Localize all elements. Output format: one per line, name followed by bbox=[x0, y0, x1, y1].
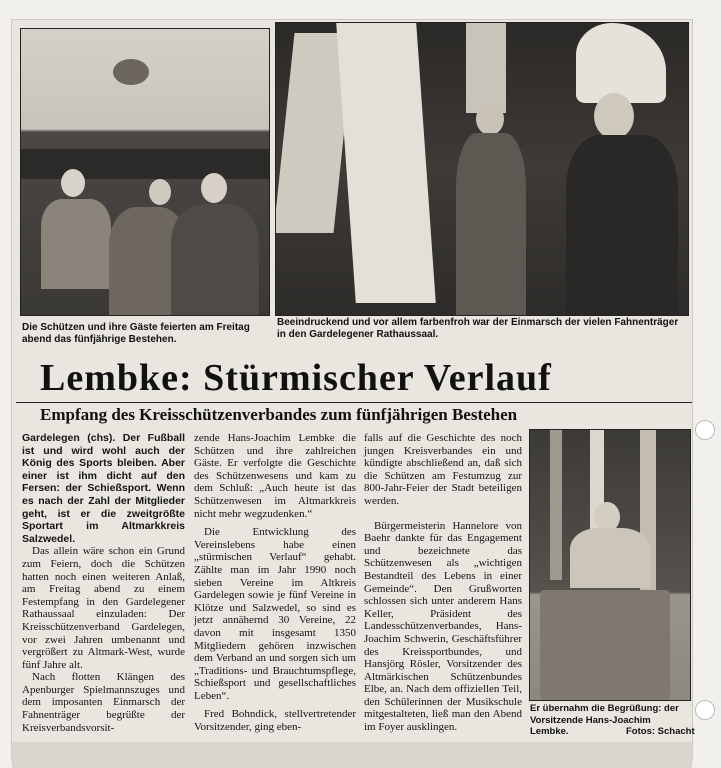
caption-photo2: Beeindruckend und vor allem farbenfroh war der Einmarsch der vielen Fahnenträger in den Gardelegener Rathaussaal. bbox=[277, 317, 679, 340]
binder-hole bbox=[695, 700, 715, 720]
binder-hole bbox=[695, 420, 715, 440]
body-paragraph: zende Hans-Joachim Lembke die Schützen und ihre zahlreichen Gäste. Er verfolgte die Geschichte des Schützenwesens und kam zu dem Schluß: „Auch heute ist das Schützenwesen im Altmarkkreis nicht mehr wegzudenken.“ bbox=[194, 432, 356, 520]
body-paragraph: Nach flotten Klängen des Apenburger Spielmannszuges und dem imposanten Einmarsch der Fahnenträger begrüßte der Kreisverbandsvorsit- bbox=[22, 671, 185, 734]
lead-paragraph: Gardelegen (chs). Der Fußball ist und wird wohl auch der König des Sports bleiben. Aber einer ist ihm dicht auf den Fersen: der Schießsport. Wenn es nach der Zahl der Mitglieder geht, ist er die zweitgrößte Sportart im Altmarkkreis Salzwedel. bbox=[22, 432, 185, 545]
photo-speaker-lectern bbox=[529, 429, 691, 701]
body-paragraph: Bürgermeisterin Hannelore von Baehr dankte für das Engagement und bezeichnete das Schützenwesen als „wichtigen Bestandteil des Lebens in einer Gemeinde“. Den Grußworten schlossen sich unter anderem Hans Keller, Präsident des Landesschützenverbandes, Hans-Joachim Schwerin, Geschäftsführer des Kreissportbundes, und Hansjörg Rösler, Vorsitzender des Altmärkischen Schützenbundes Elbe, an. Nach dem offiziellen Teil, den Schülerinnen der Musikschule mitgestalteten, ließ man den Abend im Foyer ausklingen. bbox=[364, 519, 522, 734]
article-column-2 bbox=[194, 432, 356, 734]
article-column-3 bbox=[364, 432, 522, 734]
photo-credit: Fotos: Schacht bbox=[626, 726, 695, 737]
photo-guests-seated bbox=[20, 28, 270, 316]
article-subheadline: Empfang des Kreisschützenverbandes zum fünfjährigen Bestehen bbox=[40, 405, 518, 424]
body-paragraph: falls auf die Geschichte des noch jungen Kreisverbandes ein und kündigte abschließend an, daß sich die Schützen am Festumzug zur 800-Jahr-Feier der Stadt beteiligen werden. bbox=[364, 432, 522, 507]
photo-flag-bearers bbox=[275, 22, 689, 316]
body-paragraph: Das allein wäre schon ein Grund zum Feiern, doch die Schützen hatten noch einen weiteren Anlaß, am Freitag abend zu einem Festempfang in den Gardelegener Rathaussaal einzuladen: Der Kreisschützenverband Gardelegen, vor zwei Jahren umbenannt und vergrößert zu Altmark-West, wurde fünf Jahre alt. bbox=[22, 545, 185, 671]
article-column-1 bbox=[22, 432, 185, 734]
chandelier bbox=[113, 59, 149, 85]
body-paragraph: Die Entwicklung des Vereinslebens habe einen „stürmischen Verlauf“ gehabt. Zählte man im Jahr 1990 noch sieben Vereine im Altkreis Gardelegen sowie je fünf Vereine in Klötze und Salzwedel, so sind es jetzt annähernd 30 Vereine, 22 davon mit insgesamt 1350 Mitgliedern gehören inzwischen dem Verband an und sorgen sich um „Traditions- und Brauchtumspflege, Schießsport und gesellschaftliches Leben“. bbox=[194, 526, 356, 702]
body-paragraph: Fred Bohndick, stellvertretender Vorsitzender, ging eben- bbox=[194, 708, 356, 734]
article-headline: Lembke: Stürmischer Verlauf bbox=[40, 357, 552, 399]
next-article-strip bbox=[12, 742, 692, 768]
headline-rule bbox=[16, 402, 692, 403]
caption-photo3: Er übernahm die Begrüßung: der Vorsitzende Hans-Joachim Lembke. bbox=[530, 703, 679, 737]
caption-photo1: Die Schützen und ihre Gäste feierten am Freitag abend das fünfjährige Bestehen. bbox=[22, 322, 250, 345]
